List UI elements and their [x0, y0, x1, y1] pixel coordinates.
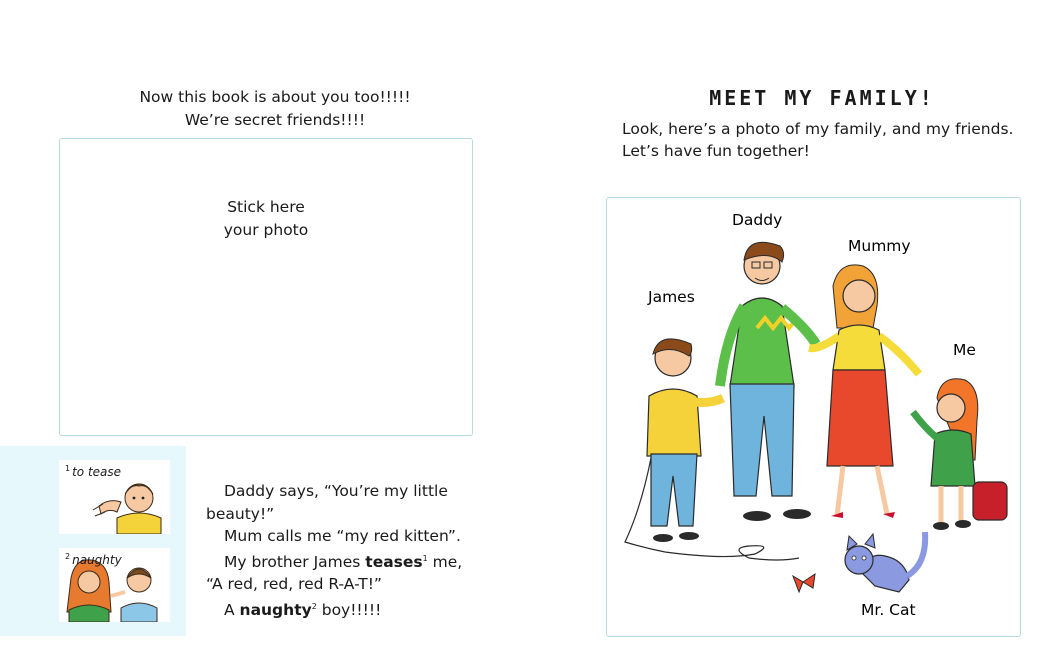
- story-line-3: Mum calls me “my red kitten”.: [224, 527, 461, 545]
- family-description: [622, 118, 1022, 162]
- cat-figure: [845, 532, 925, 592]
- glossary-card-naughty: [59, 548, 170, 622]
- intro-line-1: Now this book is about you too!!!!!: [139, 88, 411, 106]
- desc-line-2: Let’s have fun together!: [622, 142, 810, 160]
- label-james: James: [648, 288, 695, 306]
- page-title: MEET MY FAMILY!: [709, 86, 935, 110]
- desc-line-1: Look, here’s a photo of my family, and my friends.: [622, 120, 1014, 138]
- story-line-6: A naughty$^2$ boy!!!!!: [224, 600, 382, 619]
- photo-line-1: Stick here: [227, 198, 305, 216]
- label-mummy: Mummy: [848, 237, 911, 255]
- story-line-2: beauty!”: [206, 504, 275, 523]
- story-line-5: “A red, red, red R-A-T!”: [206, 575, 382, 594]
- photo-frame: [59, 138, 473, 436]
- story-text: [206, 480, 476, 621]
- family-illustration: [607, 198, 1020, 636]
- photo-line-2: your photo: [223, 221, 309, 239]
- intro-line-2: We’re secret friends!!!!: [184, 111, 366, 129]
- mummy-figure: [809, 265, 919, 518]
- me-figure: [913, 379, 1007, 530]
- glossary-term-2: $^2$ naughty: [65, 552, 122, 567]
- story-line-4: My brother James teases$^1$ me,: [224, 552, 463, 571]
- photo-placeholder-text: [160, 196, 372, 242]
- label-me: Me: [953, 341, 976, 359]
- label-daddy: Daddy: [732, 211, 783, 229]
- daddy-figure: [720, 242, 816, 521]
- label-mr-cat: Mr. Cat: [861, 601, 916, 619]
- glossary-term-1: $^1$ to tease: [65, 464, 122, 479]
- story-line-1: Daddy says, “You’re my little: [224, 482, 448, 500]
- intro-text: [60, 86, 490, 132]
- glossary-card-tease: [59, 460, 170, 534]
